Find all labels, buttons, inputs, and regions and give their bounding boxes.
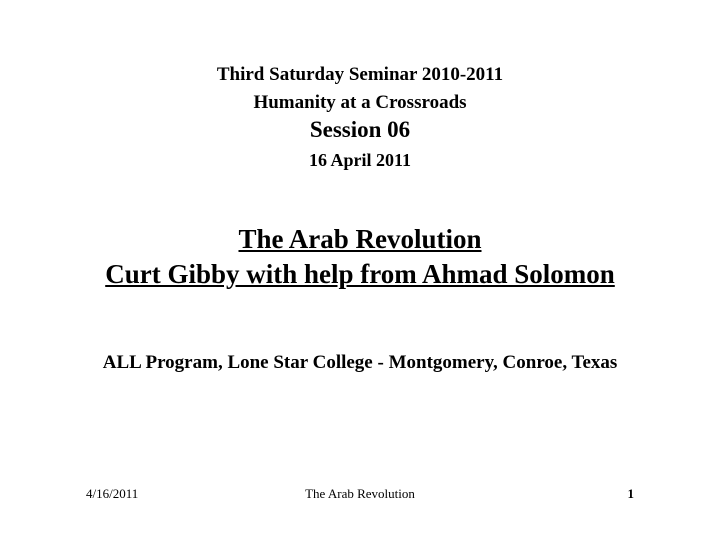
presentation-title: The Arab Revolution [238, 224, 482, 254]
footer-title: The Arab Revolution [305, 486, 415, 501]
seminar-title: Third Saturday Seminar 2010-2011 [216, 64, 504, 85]
page-number: 1 [627, 486, 634, 501]
seminar-theme: Humanity at a Crossroads [253, 92, 467, 113]
session-label: Session 06 [309, 117, 411, 142]
footer-date: 4/16/2011 [86, 486, 139, 501]
presentation-authors: Curt Gibby with help from Ahmad Solomon [105, 259, 615, 289]
session-date: 16 April 2011 [308, 150, 411, 170]
program-affiliation: ALL Program, Lone Star College - Montgomery, Conroe, Texas [102, 352, 618, 373]
